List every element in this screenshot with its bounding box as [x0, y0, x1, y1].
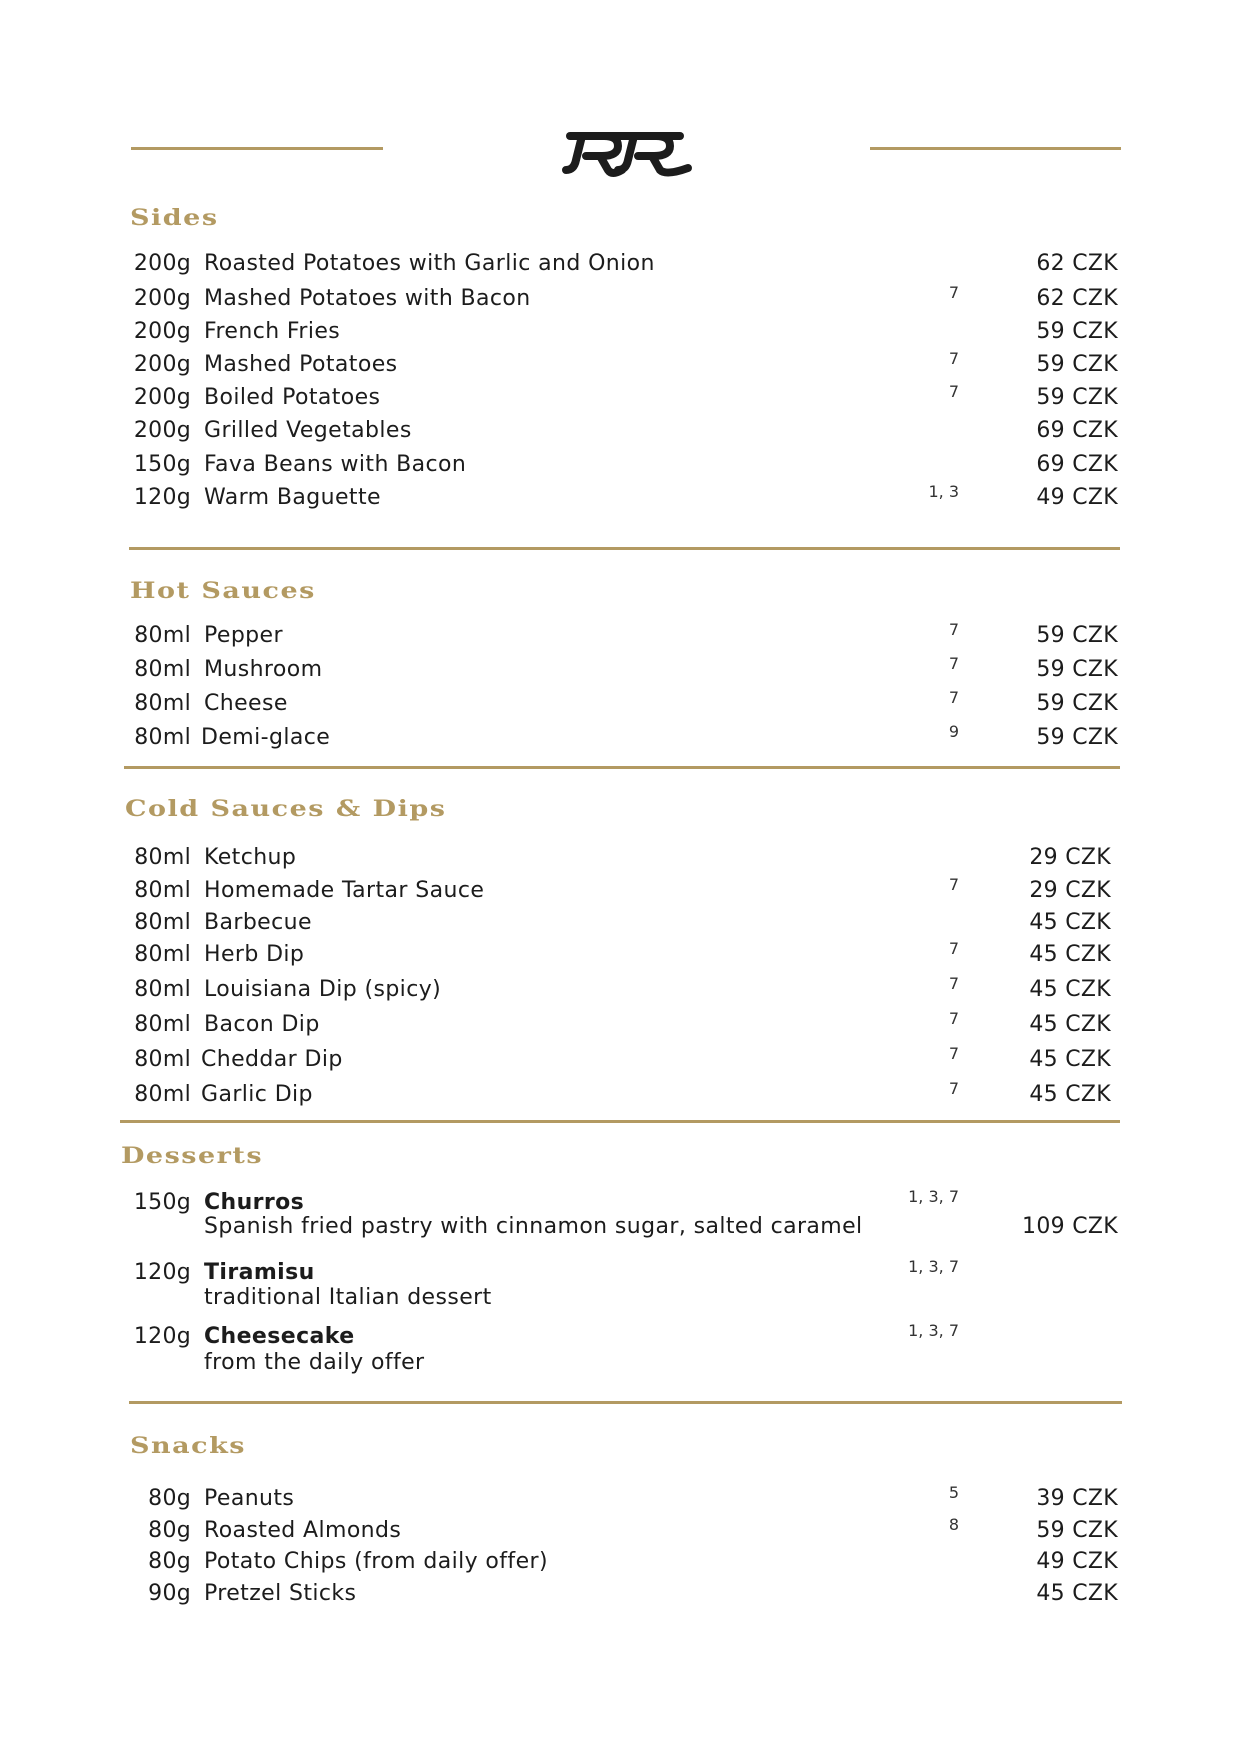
item-name: Pepper	[204, 623, 283, 648]
item-quantity: 80ml	[134, 623, 191, 648]
item-price: 45 CZK	[1036, 1581, 1118, 1606]
item-name: Garlic Dip	[201, 1082, 313, 1107]
item-quantity: 80ml	[134, 1082, 191, 1107]
item-price: 29 CZK	[1029, 878, 1111, 903]
header-rule-left	[131, 147, 383, 150]
item-price: 59 CZK	[1036, 1518, 1118, 1543]
item-name: Demi-glace	[201, 725, 331, 750]
item-allergens: 7	[948, 939, 959, 958]
item-name: Louisiana Dip (spicy)	[204, 977, 442, 1002]
section-title-desserts: Desserts	[121, 1143, 264, 1169]
item-price: 69 CZK	[1036, 418, 1118, 443]
list-item	[0, 452, 1259, 477]
item-name: French Fries	[204, 319, 341, 344]
item-name: Herb Dip	[204, 942, 305, 967]
list-item	[0, 1581, 1259, 1606]
list-item	[0, 974, 1259, 1002]
item-name	[204, 1262, 315, 1284]
item-quantity: 80ml	[134, 657, 191, 682]
item-name	[204, 1192, 304, 1214]
section-divider	[129, 547, 1120, 550]
item-quantity: 80ml	[134, 691, 191, 716]
item-quantity: 80ml	[134, 1012, 191, 1037]
list-item	[0, 1483, 1259, 1511]
item-allergens: 1, 3, 7	[908, 1257, 959, 1276]
item-allergens: 8	[948, 1515, 959, 1534]
item-name: Potato Chips (from daily offer)	[204, 1549, 548, 1574]
item-name: Peanuts	[204, 1486, 295, 1511]
item-price: 45 CZK	[1029, 1047, 1111, 1072]
item-name: Mashed Potatoes with Bacon	[204, 286, 531, 311]
item-description: Spanish fried pastry with cinnamon sugar, salted caramel	[204, 1214, 863, 1239]
section-title-hot-sauces: Hot Sauces	[130, 578, 316, 604]
list-item	[0, 382, 1259, 410]
item-name: Fava Beans with Bacon	[204, 452, 467, 477]
list-item	[0, 1549, 1259, 1574]
item-name-bold: Tiramisu	[204, 1260, 315, 1285]
item-price: 59 CZK	[1036, 657, 1118, 682]
item-quantity: 200g	[133, 251, 191, 276]
item-name: Grilled Vegetables	[204, 418, 412, 443]
item-name: Cheddar Dip	[201, 1047, 343, 1072]
item-name: Boiled Potatoes	[204, 385, 381, 410]
item-name: Homemade Tartar Sauce	[204, 878, 485, 903]
item-allergens: 7	[948, 1079, 959, 1098]
list-item	[0, 1079, 1259, 1107]
item-price: 59 CZK	[1036, 385, 1118, 410]
item-allergens: 7	[948, 654, 959, 673]
list-item	[0, 1515, 1259, 1543]
item-allergens: 1, 3, 7	[908, 1321, 959, 1340]
item-name: Pretzel Sticks	[204, 1581, 357, 1606]
item-quantity: 90g	[148, 1581, 191, 1606]
item-price: 62 CZK	[1036, 286, 1118, 311]
item-price: 45 CZK	[1029, 1012, 1111, 1037]
item-price: 59 CZK	[1036, 725, 1118, 750]
list-item	[0, 418, 1259, 443]
section-divider	[124, 766, 1120, 769]
list-item	[0, 349, 1259, 377]
rr-monogram-logo	[560, 126, 696, 182]
section-divider	[120, 1120, 1120, 1123]
item-quantity: 200g	[133, 418, 191, 443]
item-price: 45 CZK	[1029, 942, 1111, 967]
item-quantity: 150g	[133, 452, 191, 477]
item-quantity: 80g	[148, 1518, 191, 1543]
list-item	[0, 319, 1259, 344]
item-quantity: 80ml	[134, 910, 191, 935]
item-name: Roasted Almonds	[204, 1518, 402, 1543]
item-quantity: 120g	[133, 485, 191, 510]
list-item	[0, 722, 1259, 750]
item-name: Roasted Potatoes with Garlic and Onion	[204, 251, 655, 276]
item-allergens: 5	[948, 1483, 959, 1502]
item-name: Mashed Potatoes	[204, 352, 398, 377]
item-allergens: 7	[948, 283, 959, 302]
list-item	[0, 688, 1259, 716]
item-price: 29 CZK	[1029, 845, 1111, 870]
item-name-bold: Churros	[204, 1190, 305, 1215]
list-item	[0, 283, 1259, 311]
item-quantity: 80ml	[134, 1047, 191, 1072]
section-title-cold-sauces: Cold Sauces & Dips	[125, 796, 447, 822]
item-quantity: 80ml	[134, 845, 191, 870]
section-title-snacks: Snacks	[130, 1433, 246, 1459]
item-description: traditional Italian dessert	[204, 1285, 492, 1310]
item-allergens: 7	[948, 349, 959, 368]
list-item	[0, 910, 1259, 935]
item-allergens: 7	[948, 1009, 959, 1028]
item-quantity: 120g	[133, 1324, 191, 1349]
item-allergens: 7	[948, 382, 959, 401]
item-quantity: 80ml	[134, 878, 191, 903]
list-item	[0, 482, 1259, 510]
item-name: Warm Baguette	[204, 485, 381, 510]
item-quantity: 150g	[133, 1190, 191, 1215]
item-quantity: 200g	[133, 385, 191, 410]
item-allergens: 7	[948, 620, 959, 639]
item-quantity: 80g	[148, 1486, 191, 1511]
item-price: 39 CZK	[1036, 1486, 1118, 1511]
item-name: Ketchup	[204, 845, 297, 870]
list-item	[0, 845, 1259, 870]
list-item	[0, 1187, 1259, 1215]
list-item	[0, 620, 1259, 648]
item-allergens: 1, 3	[928, 482, 959, 501]
item-price: 62 CZK	[1036, 251, 1118, 276]
section-title-sides: Sides	[130, 205, 219, 231]
item-price: 59 CZK	[1036, 319, 1118, 344]
list-item	[0, 1321, 1259, 1349]
item-price: 59 CZK	[1036, 691, 1118, 716]
item-price: 45 CZK	[1029, 1082, 1111, 1107]
item-allergens: 9	[948, 722, 959, 741]
item-price: 49 CZK	[1036, 1549, 1118, 1574]
item-quantity: 80ml	[134, 942, 191, 967]
item-price: 69 CZK	[1036, 452, 1118, 477]
item-quantity: 200g	[133, 352, 191, 377]
item-price: 109 CZK	[1022, 1214, 1118, 1239]
item-name: Mushroom	[204, 657, 323, 682]
item-name-bold: Cheesecake	[204, 1324, 355, 1349]
item-allergens: 7	[948, 974, 959, 993]
item-name: Bacon Dip	[204, 1012, 320, 1037]
list-item	[0, 251, 1259, 276]
item-quantity: 200g	[133, 286, 191, 311]
item-quantity: 200g	[133, 319, 191, 344]
item-price: 45 CZK	[1029, 977, 1111, 1002]
list-item	[0, 875, 1259, 903]
item-name: Cheese	[204, 691, 288, 716]
list-item	[0, 1009, 1259, 1037]
item-allergens: 7	[948, 875, 959, 894]
item-quantity: 120g	[133, 1260, 191, 1285]
list-item	[0, 654, 1259, 682]
item-quantity: 80ml	[134, 725, 191, 750]
item-price: 59 CZK	[1036, 352, 1118, 377]
item-name: Barbecue	[204, 910, 312, 935]
item-price: 59 CZK	[1036, 623, 1118, 648]
item-allergens: 1, 3, 7	[908, 1187, 959, 1206]
item-name	[204, 1326, 355, 1348]
item-price: 45 CZK	[1029, 910, 1111, 935]
item-quantity: 80g	[148, 1549, 191, 1574]
list-item	[0, 1257, 1259, 1285]
header-rule-right	[870, 147, 1121, 150]
item-quantity: 80ml	[134, 977, 191, 1002]
list-item	[0, 939, 1259, 967]
item-allergens: 7	[948, 688, 959, 707]
list-item	[0, 1044, 1259, 1072]
item-price: 49 CZK	[1036, 485, 1118, 510]
section-divider	[129, 1401, 1122, 1404]
item-description: from the daily offer	[204, 1350, 425, 1375]
item-allergens: 7	[948, 1044, 959, 1063]
